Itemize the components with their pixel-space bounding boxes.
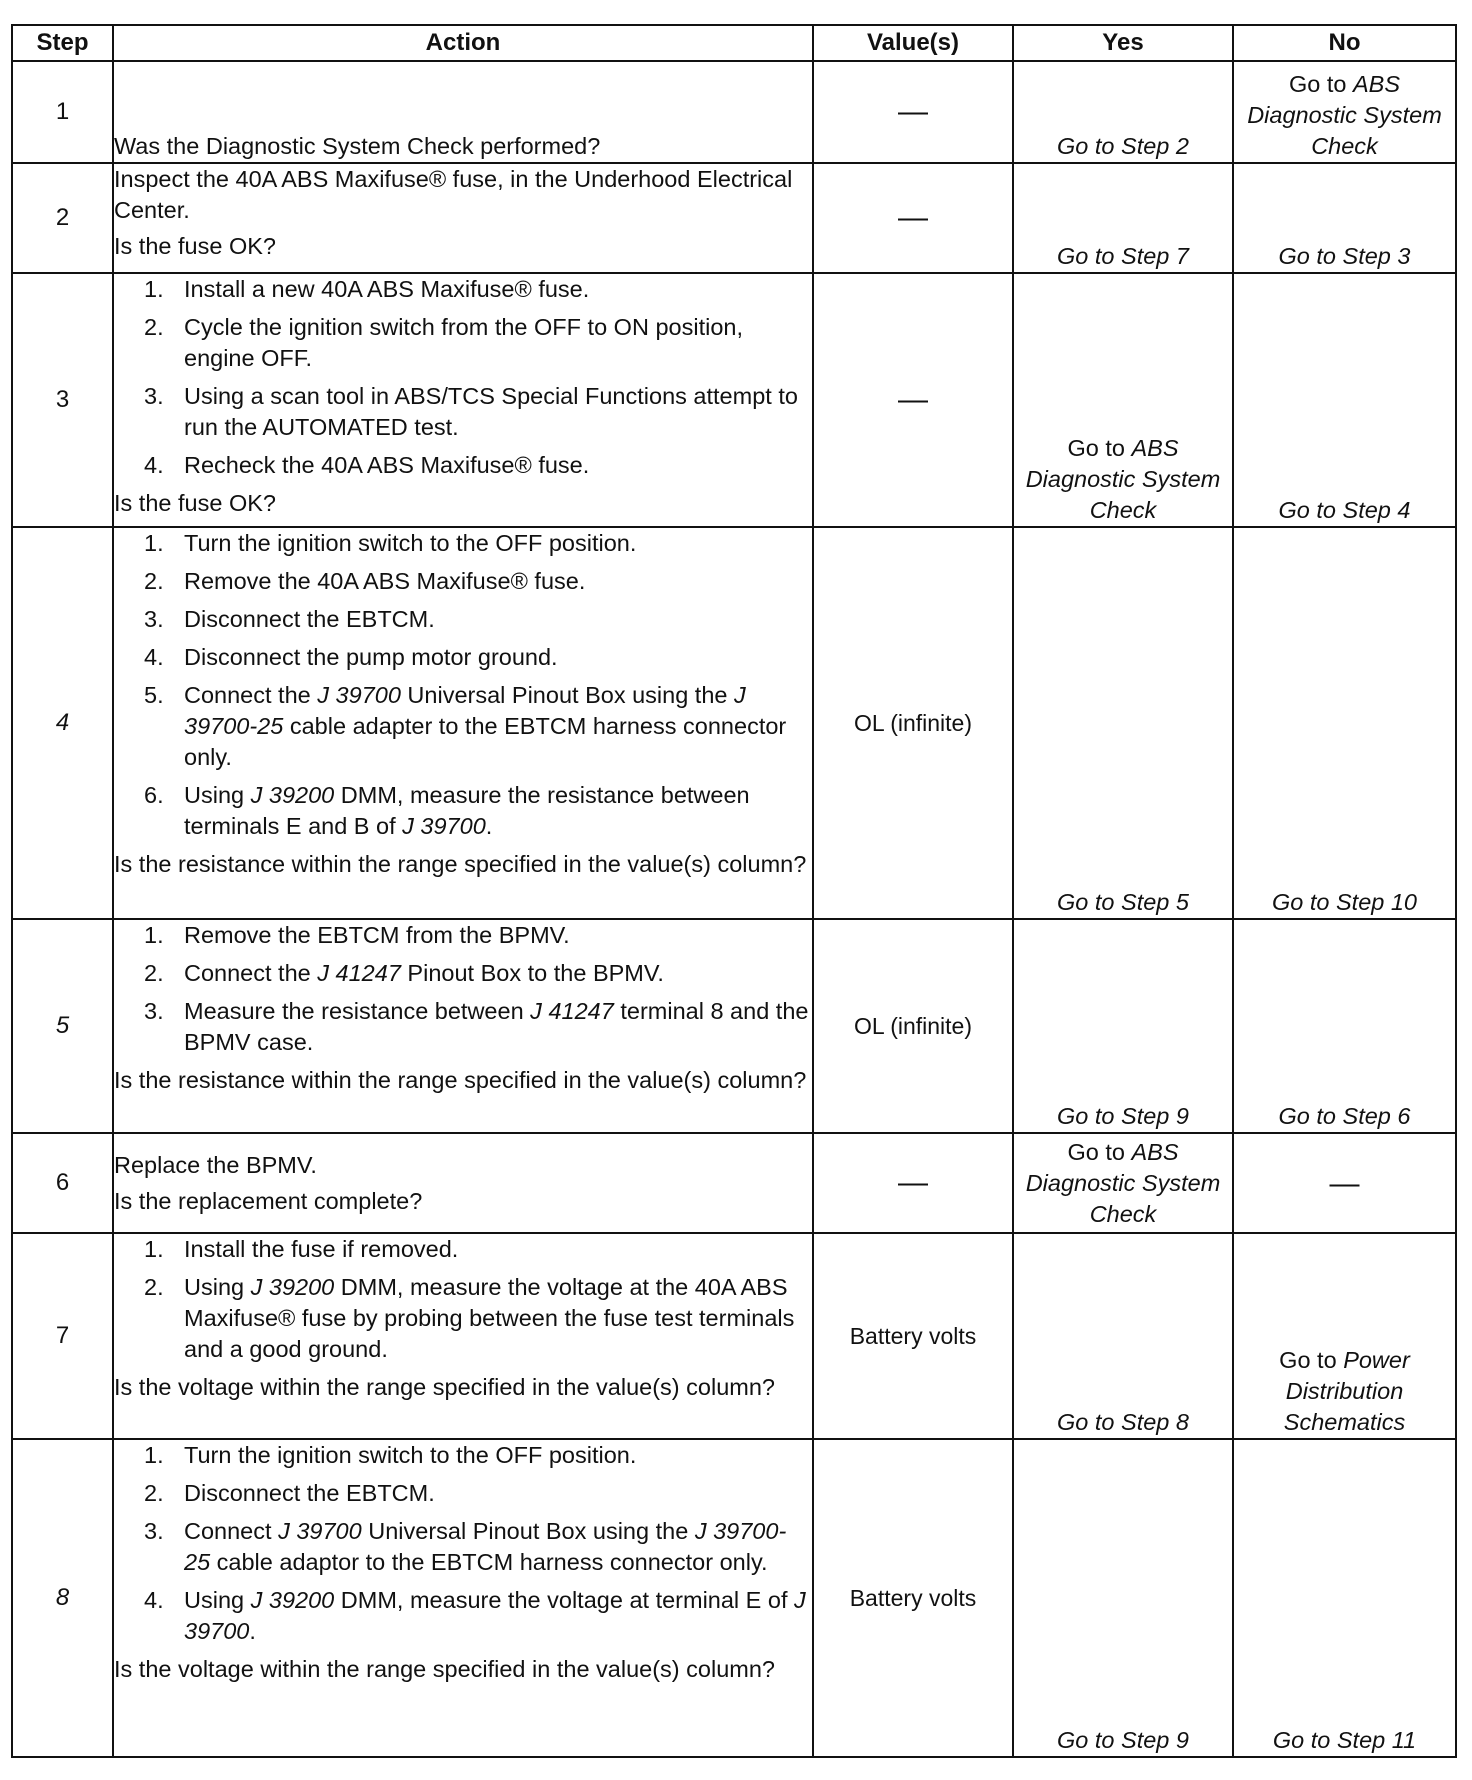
no-link[interactable]: ABS Diagnostic System Check <box>1247 71 1442 159</box>
diagnostic-table <box>11 24 1457 1758</box>
table-row <box>12 1133 1456 1233</box>
list-item: 2. Cycle the ignition switch from the OFF to ON position, engine OFF. <box>144 314 743 371</box>
list-item: 4. Disconnect the pump motor ground. <box>144 644 558 670</box>
list-item: 4. Using J 39200 DMM, measure the voltage at terminal E of J 39700. <box>144 1587 806 1644</box>
yes-prefix: Go to <box>1067 1138 1132 1165</box>
yes-link[interactable]: Go to Step 7 <box>1057 243 1189 269</box>
list-item: 1. Turn the ignition switch to the OFF position. <box>144 1442 637 1468</box>
list-item: 3. Connect J 39700 Universal Pinout Box using the J 39700-25 cable adaptor to the EBTCM harness connector only. <box>144 1518 787 1575</box>
instruction-text: Inspect the 40A ABS Maxifuse® fuse, in the Underhood Electrical Center. <box>114 166 793 223</box>
step-number: 8 <box>12 1439 113 1757</box>
table-row <box>12 163 1456 273</box>
step-number: 3 <box>12 273 113 527</box>
instruction-text: Replace the BPMV. <box>114 1151 317 1178</box>
list-item: 2. Connect the J 41247 Pinout Box to the BPMV. <box>144 960 664 986</box>
sub-step-list <box>114 920 812 1058</box>
sub-step-list <box>114 1440 812 1647</box>
no-cell <box>1233 919 1456 1133</box>
yes-cell <box>1013 273 1233 527</box>
action-cell <box>113 527 813 919</box>
list-item: 5. Connect the J 39700 Universal Pinout Box using the J 39700-25 cable adapter to the EBTCM harness connector only. <box>144 682 787 770</box>
yes-cell <box>1013 163 1233 273</box>
header-yes: Yes <box>1013 25 1233 61</box>
question-text: Is the voltage within the range specified in the value(s) column? <box>114 1374 775 1400</box>
question-text: Is the voltage within the range specified in the value(s) column? <box>114 1656 775 1682</box>
table-row <box>12 1439 1456 1757</box>
no-link[interactable]: Go to Step 6 <box>1278 1103 1411 1129</box>
no-cell <box>1233 61 1456 163</box>
action-cell <box>113 1233 813 1439</box>
header-no: No <box>1233 25 1456 61</box>
list-item: 6. Using J 39200 DMM, measure the resistance between terminals E and B of J 39700. <box>144 782 750 839</box>
action-cell <box>113 1439 813 1757</box>
action-cell <box>113 273 813 527</box>
header-action: Action <box>113 25 813 61</box>
step-number: 1 <box>12 61 113 163</box>
value-cell: — <box>813 273 1013 527</box>
list-item: 2. Disconnect the EBTCM. <box>144 1480 435 1506</box>
step-number: 2 <box>12 163 113 273</box>
table-row <box>12 527 1456 919</box>
sub-step-list <box>114 274 812 481</box>
list-item: 3. Measure the resistance between J 41247 terminal 8 and the BPMV case. <box>144 998 809 1055</box>
yes-cell <box>1013 1439 1233 1757</box>
yes-cell <box>1013 61 1233 163</box>
yes-cell <box>1013 1233 1233 1439</box>
list-item: 1. Install a new 40A ABS Maxifuse® fuse. <box>144 276 590 302</box>
value-cell: Battery volts <box>813 1233 1013 1439</box>
action-cell <box>113 1133 813 1233</box>
no-link[interactable]: Go to Step 11 <box>1272 1727 1417 1753</box>
table-row <box>12 61 1456 163</box>
list-item: 1. Remove the EBTCM from the BPMV. <box>144 922 570 948</box>
value-cell: OL (infinite) <box>813 527 1013 919</box>
no-cell <box>1233 1233 1456 1439</box>
question-text: Is the fuse OK? <box>114 490 276 516</box>
yes-cell <box>1013 527 1233 919</box>
value-cell: — <box>813 163 1013 273</box>
list-item: 4. Recheck the 40A ABS Maxifuse® fuse. <box>144 452 590 478</box>
action-cell <box>113 163 813 273</box>
question-text: Is the resistance within the range specified in the value(s) column? <box>114 851 807 877</box>
list-item: 2. Using J 39200 DMM, measure the voltage at the 40A ABS Maxifuse® fuse by probing between the fuse test terminals and a good ground. <box>144 1274 795 1362</box>
value-cell: — <box>813 1133 1013 1233</box>
header-row <box>12 25 1456 61</box>
sub-step-list <box>114 528 812 842</box>
action-cell <box>113 919 813 1133</box>
table-row <box>12 1233 1456 1439</box>
yes-link[interactable]: Go to Step 9 <box>1057 1103 1189 1129</box>
list-item: 1. Turn the ignition switch to the OFF position. <box>144 530 637 556</box>
value-cell: OL (infinite) <box>813 919 1013 1133</box>
no-cell: — <box>1233 1133 1456 1233</box>
header-values: Value(s) <box>813 25 1013 61</box>
header-step: Step <box>12 25 113 61</box>
no-link[interactable]: Go to Step 4 <box>1278 497 1411 523</box>
no-cell <box>1233 273 1456 527</box>
yes-link[interactable]: Go to Step 9 <box>1057 1727 1189 1753</box>
question-text: Is the fuse OK? <box>114 233 276 259</box>
question-text: Is the resistance within the range specified in the value(s) column? <box>114 1067 807 1093</box>
yes-prefix: Go to <box>1067 435 1132 461</box>
yes-link[interactable]: Go to Step 8 <box>1057 1409 1189 1435</box>
sub-step-list <box>114 1234 812 1365</box>
question-text: Is the replacement complete? <box>114 1187 423 1214</box>
table-row <box>12 919 1456 1133</box>
yes-cell <box>1013 919 1233 1133</box>
value-cell: Battery volts <box>813 1439 1013 1757</box>
list-item: 3. Disconnect the EBTCM. <box>144 606 435 632</box>
yes-link[interactable]: ABS Diagnostic System Check <box>1025 1138 1221 1227</box>
list-item: 2. Remove the 40A ABS Maxifuse® fuse. <box>144 568 586 594</box>
step-number: 6 <box>12 1133 113 1233</box>
no-prefix: Go to <box>1288 71 1353 97</box>
yes-link[interactable]: Go to Step 2 <box>1057 133 1189 159</box>
question-text: Was the Diagnostic System Check performed? <box>114 133 601 159</box>
action-cell <box>113 61 813 163</box>
value-cell: — <box>813 61 1013 163</box>
yes-link[interactable]: Go to Step 5 <box>1057 889 1189 915</box>
table-row <box>12 273 1456 527</box>
no-link[interactable]: Go to Step 10 <box>1271 889 1418 915</box>
no-prefix: Go to <box>1279 1347 1344 1373</box>
no-cell <box>1233 163 1456 273</box>
yes-cell <box>1013 1133 1233 1233</box>
step-number: 7 <box>12 1233 113 1439</box>
list-item: 1. Install the fuse if removed. <box>144 1236 459 1262</box>
no-cell <box>1233 1439 1456 1757</box>
step-number: 5 <box>12 919 113 1133</box>
no-link[interactable]: Power Distribution Schematics <box>1283 1347 1410 1435</box>
list-item: 3. Using a scan tool in ABS/TCS Special Functions attempt to run the AUTOMATED test. <box>144 383 798 440</box>
step-number: 4 <box>12 527 113 919</box>
yes-link[interactable]: ABS Diagnostic System Check <box>1025 435 1221 523</box>
no-cell <box>1233 527 1456 919</box>
no-link[interactable]: Go to Step 3 <box>1278 243 1411 269</box>
